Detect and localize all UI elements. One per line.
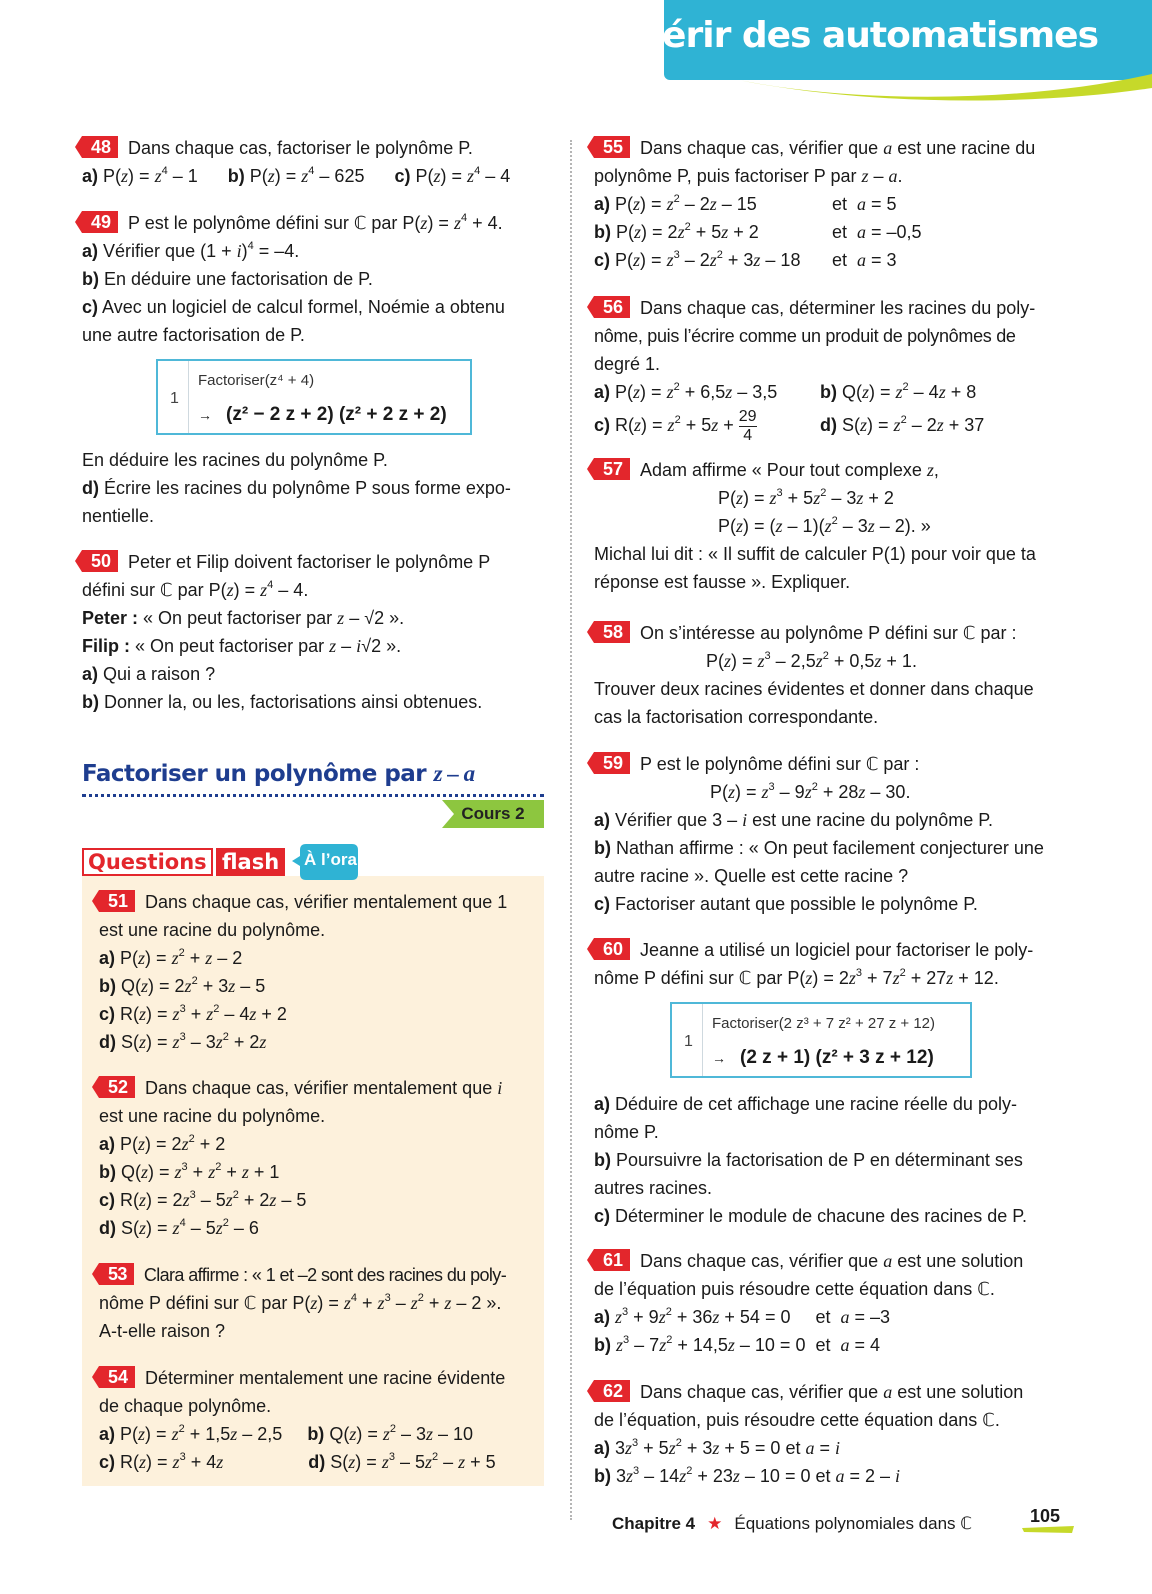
star-icon: ★ [707, 1514, 723, 1533]
page-title: Acquérir des automatismes [565, 15, 1098, 56]
questions-flash-label: Questions flash [82, 848, 285, 876]
header-swoosh [720, 74, 1152, 104]
exercise-48-items: a) $P(z) = z^4 - 1$ b) $P(z) = z^4 - 625$ c) $P(z) = z^4 - 4$ [82, 165, 511, 186]
exercise-55: 55 Dans chaque cas, vérifier que a est une racine du polynôme P, puis factoriser P par z – a. a) $P(z) = z^2 - 2z - 15$ et a = 5 b) $P(z) = 2z^2 + 5z + 2$ et a = –0,5 c) $P(z) = z^3 - 2z^2 + 3z - 18$ et a = 3 [594, 137, 1036, 270]
section-title: Factoriser un polynôme par z – a [82, 761, 475, 787]
oral-label: À l’oral [304, 850, 362, 869]
cas-software-output: 1 Factoriser(z⁴ + 4) → (z² − 2 z + 2) (z² + 2 z + 2) [156, 359, 472, 435]
column-divider [570, 140, 572, 1520]
chapter-label: Chapitre 4 [612, 1514, 696, 1533]
page-number-underline [1022, 1524, 1074, 1534]
exercise-59: 59 P est le polynôme défini sur ℂ par : $P(z) = z^3 - 9z^2 + 28z - 30$. a) Vérifier que 3 – i est une racine du polynôme P. b) Nathan affirme : « On peut facilement conjecturer une autre racine ». Quelle est cette racine ? c) Factoriser autant que possible le polynôme P. [594, 753, 1044, 914]
exercise-52: 52 Dans chaque cas, vérifier mentalement que i est une racine du polynôme. a) $P(z) = 2z^2 + 2$ b) $Q(z) = z^3 + z^2 + z + 1$ c) $R(z) = 2z^3 - 5z^2 + 2z - 5$ d) $S(z) = z^4 - 5z^2 - 6$ [99, 1077, 503, 1238]
cours-reference-tag: Cours 2 [442, 800, 544, 828]
exercise-54: 54 Déterminer mentalement une racine évidente de chaque polynôme. a) $P(z) = z^2 + 1,5z - 2,5$ b) $Q(z) = z^2 - 3z - 10$ c) $R(z) = z^3 + 4z$ d) $S(z) = z^3 - 5z^2 - z + 5$ [99, 1367, 506, 1472]
page-number: 105 [1030, 1506, 1061, 1526]
exercise-60: 60 Jeanne a utilisé un logiciel pour factoriser le poly- nôme P défini sur ℂ par $P(z) = 2z^3 + 7z^2 + 27z + 12$. [594, 939, 1034, 988]
exercise-62: 62 Dans chaque cas, vérifier que a est une solution de l’équation, puis résoudre cette équation dans ℂ. a) $3z^3 + 5z^2 + 3z + 5 = 0$ et a = i b) $3z^3 - 14z^2 + 23z - 10 = 0$ et a = 2 – i [594, 1381, 1024, 1486]
exercise-51: 51 Dans chaque cas, vérifier mentalement que 1 est une racine du polynôme. a) $P(z) = z^2 + z - 2$ b) $Q(z) = 2z^2 + 3z - 5$ c) $R(z) = z^3 + z^2 - 4z + 2$ d) $S(z) = z^3 - 3z^2 + 2z$ [99, 891, 508, 1052]
exercise-57: 57 Adam affirme « Pour tout complexe z, $P(z) = z^3 + 5z^2 - 3z + 2$ $P(z) = (z - 1)(z^2 - 3z - 2)$. » Michal lui dit : « Il suffit de calculer P(1) pour voir que ta réponse est fausse ». Expliquer. [594, 459, 1036, 592]
exercise-50: 50 Peter et Filip doivent factoriser le polynôme P défini sur ℂ par $P(z) = z^4 - 4$. Peter : « On peut factoriser par z – √2 ». Filip : « On peut factoriser par z – i√2 ». a) Qui a raison ? b) Donner la, ou les, factorisations ainsi obtenues. [82, 551, 491, 712]
exercise-number: 48 [82, 136, 118, 158]
exercise-58: 58 On s’intéresse au polynôme P défini sur ℂ par : $P(z) = z^3 - 2,5z^2 + 0,5z + 1$. Trouver deux racines évidentes et donner dans chaque cas la factorisation correspondante. [594, 622, 1034, 727]
exercise-61: 61 Dans chaque cas, vérifier que a est une solution de l’équation puis résoudre cette équation dans ℂ. a) $z^3 + 9z^2 + 36z + 54 = 0$ et a = –3 b) $z^3 - 7z^2 + 14,5z - 10 = 0$ et a = 4 [594, 1250, 1024, 1355]
exercise-60-questions: a) Déduire de cet affichage une racine réelle du poly- nôme P. b) Poursuivre la factorisation de P en déterminant ses autres racines. c) Déterminer le module de chacune des racines de P. [594, 1094, 1027, 1226]
exercise-49: 49 P est le polynôme défini sur ℂ par $P(z) = z^4 + 4$. a) Vérifier que $(1 + i)^4 = -4$. b) En déduire une factorisation de P. c) Avec un logiciel de calcul formel, Noémie a obtenu une autre factorisation de P. [82, 212, 505, 345]
cas-software-output: 1 Factoriser(2 z³ + 7 z² + 27 z + 12) → (2 z + 1) (z² + 3 z + 12) [670, 1002, 972, 1078]
section-dotted-rule [82, 794, 544, 797]
arrow-icon: → [712, 1050, 726, 1066]
arrow-icon: → [198, 407, 212, 423]
exercise-56: 56 Dans chaque cas, déterminer les racines du poly- nôme, puis l’écrire comme un produit de polynômes de degré 1. a) $P(z) = z^2 + 6,5z - 3,5$ b) $Q(z) = z^2 - 4z + 8$ c) $R(z) = z^2 + 5z$ + $\frac{29}{4}$ d) $S(z) = z^2 - 2z + 37$ [594, 297, 1036, 444]
exercise-48: 48 Dans chaque cas, factoriser le polynôme P. a) $P(z) = z^4 - 1$ b) $P(z) = z^4 - 625$ c) $P(z) = z^4 - 4$ [82, 134, 548, 190]
page-footer [612, 1510, 972, 1538]
chapter-title: Équations polynomiales dans ℂ [734, 1514, 973, 1533]
exercise-53: 53 Clara affirme : « 1 et –2 sont des racines du poly- nôme P défini sur ℂ par $P(z) = z^4 + z^3 - z^2 + z - 2$ ». A-t-elle raison ? [99, 1264, 507, 1341]
exercise-49-continued: En déduire les racines du polynôme P. d) Écrire les racines du polynôme P sous forme expo- nentielle. [82, 450, 511, 526]
